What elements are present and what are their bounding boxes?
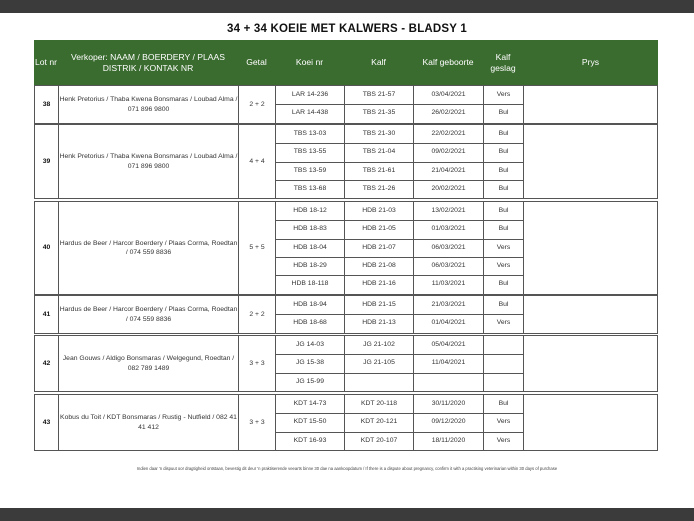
calf-sex: Bul bbox=[498, 207, 509, 215]
calf-number: HDB 21-05 bbox=[362, 225, 396, 233]
cow-number: HDB 18-04 bbox=[293, 244, 327, 252]
price-cell[interactable] bbox=[524, 296, 658, 333]
cow-number: HDB 18-83 bbox=[293, 225, 327, 233]
lot-number: 43 bbox=[42, 418, 51, 426]
header-price: Prys bbox=[581, 57, 600, 67]
calf-birth-date: 09/12/2020 bbox=[431, 418, 466, 426]
calf-sex: Vers bbox=[496, 244, 511, 252]
lot-block bbox=[34, 295, 658, 334]
calf-sex: Vers bbox=[496, 91, 511, 99]
cow-number: HDB 18-118 bbox=[291, 280, 329, 288]
header-sex: Kalf geslag bbox=[490, 51, 516, 73]
seller-info: Hardus de Beer / Harcor Boerdery / Plaas Corma, Roedtan / 074 559 8836 bbox=[59, 239, 238, 256]
lot-number: 41 bbox=[42, 310, 51, 318]
lot-block bbox=[34, 124, 658, 199]
calf-birth-date: 13/02/2021 bbox=[431, 207, 466, 215]
lot-block bbox=[34, 201, 658, 295]
header-lot: Lot nr bbox=[35, 57, 57, 67]
calf-number: HDB 21-15 bbox=[362, 301, 396, 309]
calf-birth-date: 11/04/2021 bbox=[431, 359, 466, 367]
calf-sex: Bul bbox=[498, 301, 509, 309]
cow-number: JG 14-03 bbox=[296, 341, 324, 349]
cow-number: TBS 13-68 bbox=[293, 185, 327, 193]
lot-block bbox=[34, 394, 658, 451]
cow-number: HDB 18-29 bbox=[293, 262, 327, 270]
calf-birth-date: 03/04/2021 bbox=[431, 91, 466, 99]
header-count: Getal bbox=[246, 57, 267, 67]
table-header bbox=[34, 40, 658, 85]
calf-birth-date: 06/03/2021 bbox=[431, 262, 466, 270]
calf-birth-date: 11/03/2021 bbox=[431, 280, 466, 288]
page-title: 34 + 34 KOEIE MET KALWERS - BLADSY 1 bbox=[227, 23, 467, 35]
cow-number: KDT 15-50 bbox=[293, 418, 327, 426]
calf-sex bbox=[484, 336, 523, 354]
calf-sex: Bul bbox=[498, 280, 509, 288]
cow-number: JG 15-99 bbox=[296, 378, 324, 386]
calf-birth-date: 30/11/2020 bbox=[431, 400, 466, 408]
calf-sex: Bul bbox=[498, 400, 509, 408]
price-cell[interactable] bbox=[524, 336, 658, 391]
calf-number bbox=[345, 373, 413, 391]
calf-sex: Bul bbox=[498, 225, 509, 233]
calf-birth-date: 09/02/2021 bbox=[431, 148, 466, 156]
price-cell[interactable] bbox=[524, 202, 658, 294]
calf-sex bbox=[484, 373, 523, 391]
cow-number: KDT 16-93 bbox=[293, 437, 327, 445]
calf-number: HDB 21-13 bbox=[362, 319, 396, 327]
header-birth: Kalf geboorte bbox=[422, 57, 474, 67]
header-cow: Koei nr bbox=[295, 57, 324, 67]
calf-number: TBS 21-35 bbox=[362, 109, 396, 117]
lot-block bbox=[34, 335, 658, 392]
calf-birth-date: 21/04/2021 bbox=[431, 167, 466, 175]
lot-count: 2 + 2 bbox=[249, 310, 265, 318]
calf-birth-date: 18/11/2020 bbox=[431, 437, 466, 445]
seller-info: Jean Gouws / Aldigo Bonsmaras / Welgegund, Roedtan / 082 789 1489 bbox=[62, 355, 235, 372]
calf-number: HDB 21-08 bbox=[362, 262, 396, 270]
lot-count: 2 + 2 bbox=[249, 100, 265, 108]
seller-info: Hardus de Beer / Harcor Boerdery / Plaas Corma, Roedtan / 074 559 8836 bbox=[59, 306, 238, 323]
seller-info: Kobus du Toit / KDT Bonsmaras / Rustig - Nutfield / 082 41 41 412 bbox=[60, 414, 237, 431]
calf-sex bbox=[484, 354, 523, 372]
header-seller: Verkoper: NAAM / BOERDERY / PLAAS DISTRIK / KONTAK NR bbox=[71, 51, 225, 73]
calf-birth-date: 21/03/2021 bbox=[431, 301, 466, 309]
calf-number: TBS 21-57 bbox=[362, 91, 396, 99]
calf-number: KDT 20-118 bbox=[360, 400, 398, 408]
cow-number: TBS 13-03 bbox=[293, 130, 327, 138]
calf-number: TBS 21-26 bbox=[362, 185, 396, 193]
calf-sex: Bul bbox=[498, 148, 509, 156]
lot-block bbox=[34, 85, 658, 124]
cow-number: HDB 18-12 bbox=[293, 207, 327, 215]
cow-number: HDB 18-68 bbox=[293, 319, 327, 327]
calf-number: HDB 21-16 bbox=[362, 280, 396, 288]
calf-number: HDB 21-07 bbox=[362, 244, 396, 252]
calf-birth-date: 01/03/2021 bbox=[431, 225, 466, 233]
lot-count: 5 + 5 bbox=[249, 244, 265, 252]
calf-number: JG 21-105 bbox=[363, 359, 395, 367]
cow-number: HDB 18-94 bbox=[293, 301, 327, 309]
calf-sex: Bul bbox=[498, 167, 509, 175]
cow-number: TBS 13-59 bbox=[293, 167, 327, 175]
calf-birth-date: 26/02/2021 bbox=[431, 109, 466, 117]
calf-birth-date bbox=[414, 373, 483, 391]
calf-number: JG 21-102 bbox=[363, 341, 395, 349]
calf-sex: Bul bbox=[498, 109, 509, 117]
cow-number: JG 15-38 bbox=[296, 359, 324, 367]
calf-birth-date: 01/04/2021 bbox=[431, 319, 466, 327]
lot-number: 39 bbox=[42, 157, 51, 165]
calf-birth-date: 06/03/2021 bbox=[431, 244, 466, 252]
calf-sex: Vers bbox=[496, 418, 511, 426]
footer-note: Indien daar 'n dispuut oor dragtigheid ontstaan, bevestig dit deur 'n praktiserende veearts binne 30 dae na aankoopdatum / If there is a dispute about pregnancy, confirm it with a practising veterinarian within 30 days of purchase bbox=[136, 466, 558, 471]
calf-sex: Vers bbox=[496, 319, 511, 327]
lot-count: 4 + 4 bbox=[249, 157, 265, 165]
calf-sex: Vers bbox=[496, 437, 511, 445]
calf-birth-date: 22/02/2021 bbox=[431, 130, 466, 138]
calf-number: TBS 21-04 bbox=[362, 148, 396, 156]
lot-number: 40 bbox=[42, 244, 51, 252]
calf-number: KDT 20-121 bbox=[360, 418, 398, 426]
cow-number: KDT 14-73 bbox=[293, 400, 327, 408]
price-cell[interactable] bbox=[524, 395, 658, 450]
lot-count: 3 + 3 bbox=[249, 359, 265, 367]
price-cell[interactable] bbox=[524, 125, 658, 198]
calf-number: TBS 21-30 bbox=[362, 130, 396, 138]
cow-number: LAR 14-438 bbox=[291, 109, 329, 117]
lot-number: 38 bbox=[42, 100, 51, 108]
price-cell[interactable] bbox=[524, 86, 658, 123]
bottom-bar bbox=[0, 508, 694, 521]
calf-number: TBS 21-61 bbox=[362, 167, 396, 175]
calf-sex: Bul bbox=[498, 185, 509, 193]
header-calf: Kalf bbox=[371, 57, 386, 67]
calf-sex: Vers bbox=[496, 262, 511, 270]
cow-number: TBS 13-55 bbox=[293, 148, 327, 156]
top-bar bbox=[0, 0, 694, 13]
lot-number: 42 bbox=[42, 359, 51, 367]
calf-birth-date: 20/02/2021 bbox=[431, 185, 466, 193]
seller-info: Henk Pretorius / Thaba Kwena Bonsmaras / Loubad Alma / 071 896 9800 bbox=[59, 96, 238, 113]
calf-number: KDT 20-107 bbox=[360, 437, 398, 445]
seller-info: Henk Pretorius / Thaba Kwena Bonsmaras / Loubad Alma / 071 896 9800 bbox=[59, 153, 238, 170]
calf-birth-date: 05/04/2021 bbox=[431, 341, 466, 349]
cow-number: LAR 14-236 bbox=[291, 91, 329, 99]
calf-number: HDB 21-03 bbox=[362, 207, 396, 215]
calf-sex: Bul bbox=[498, 130, 509, 138]
lot-count: 3 + 3 bbox=[249, 418, 265, 426]
